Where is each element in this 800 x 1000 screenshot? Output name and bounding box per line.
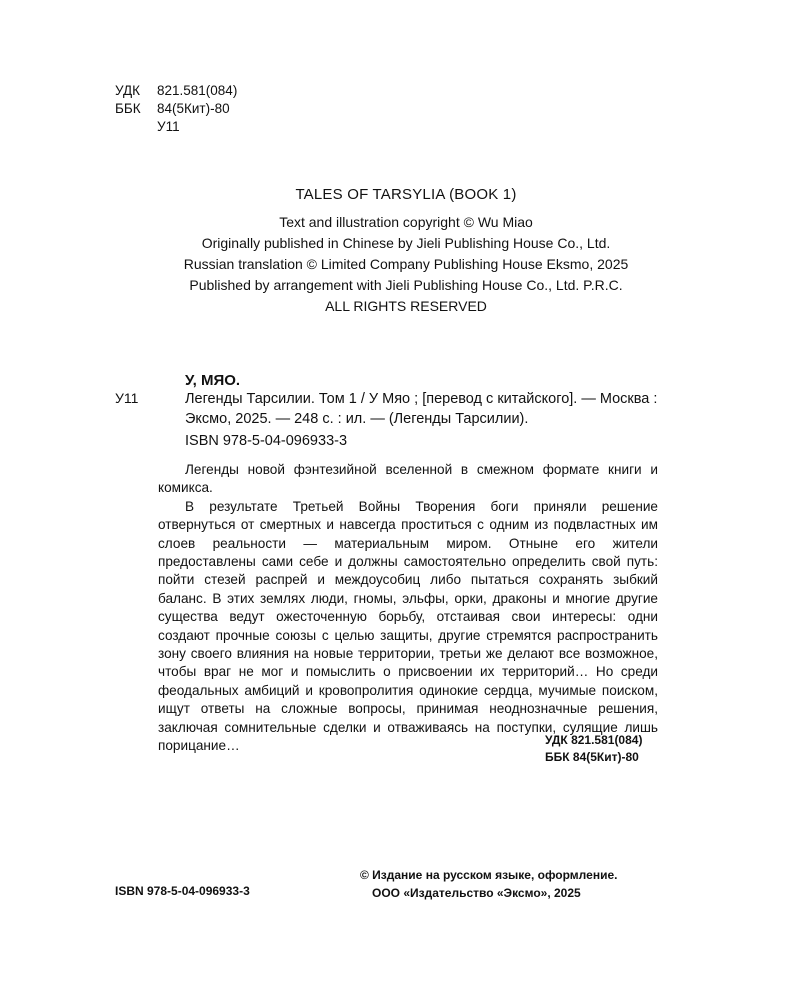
isbn-footer: ISBN 978-5-04-096933-3 [115, 884, 250, 898]
original-title: TALES OF TARSYLIA (BOOK 1) [295, 186, 517, 203]
bbk-value: 84(5Кит)-80 [157, 101, 230, 116]
annotation-paragraph: Легенды новой фэнтезийной вселенной в смежном формате книги и комикса. [158, 462, 658, 496]
annotation-paragraph: В результате Третьей Войны Творения боги приняли решение отвернуться от смертных и навсегда проститься с одним из подвластных им слоев реальности — материальным миром. Отныне его жители предоставлены сами себе и должны самостоятельно определить свой путь: пойти стезей распрей и междоусобиц либо пытаться сохранять зыбкий баланс. В этих землях люди, гномы, эльфы, орки, драконы и многие другие существа ведут ожесточенную борьбу, отстаивая свои интересы: одни создают прочные союзы с целью защиты, другие стремятся распространить зону своего влияния на новые территории, третьи же делают все возможное, чтобы враг не мог и помыслить о присвоении их территорий… Но среди феодальных амбиций и кровопролития одинокие сердца, мучимые поиском, ищут ответы на сложные вопросы, принимая неоднозначные решения, заключая сомнительные сделки и отваживаясь на поступки, сулящие лишь порицание… [158, 498, 658, 754]
biblio-description: Легенды Тарсилии. Том 1 / У Мяо ; [перевод с китайского]. — Москва : Эксмо, 2025. — 248 с. : ил. — (Легенды Тарсилии). [185, 391, 658, 427]
udk-value: 821.581(084) [157, 83, 238, 98]
bbk-label: ББК [115, 101, 141, 116]
copyright-line: Originally published in Chinese by Jieli Publishing House Co., Ltd. [201, 235, 611, 251]
annotation-bbk: ББК 84(5Кит)-80 [545, 750, 639, 764]
annotation [158, 461, 658, 756]
annotation-udk: УДК 821.581(084) [545, 733, 643, 747]
copyright-line: Published by arrangement with Jieli Publishing House Co., Ltd. P.R.C. [189, 277, 623, 293]
bibliographic-description [158, 390, 666, 429]
copyright-block [0, 186, 800, 317]
copyright-line: Text and illustration copyright © Wu Miao [279, 214, 533, 230]
biblio-cutter: У11 [115, 390, 139, 406]
cutter-code: У11 [157, 119, 180, 134]
author-heading: У, МЯО. [185, 372, 241, 389]
publisher-line-1: © Издание на русском языке, оформление. [360, 868, 618, 882]
udk-label: УДК [115, 83, 140, 98]
copyright-line: Russian translation © Limited Company Publishing House Eksmo, 2025 [183, 256, 629, 272]
classification-codes [115, 82, 237, 136]
publisher-copyright [360, 866, 617, 902]
copyright-line: ALL RIGHTS RESERVED [325, 298, 487, 314]
publisher-line-2: ООО «Издательство «Эксмо», 2025 [372, 886, 581, 900]
isbn-main: ISBN 978-5-04-096933-3 [185, 433, 348, 449]
annotation-codes [545, 732, 642, 766]
